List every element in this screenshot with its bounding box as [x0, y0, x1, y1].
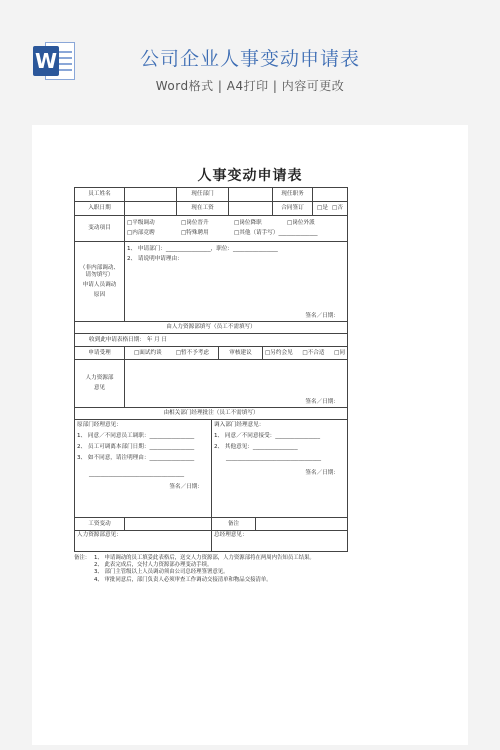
label-entry-date: 入职日期 [75, 202, 125, 215]
opt-interview[interactable]: □面试约谈 [134, 349, 162, 356]
hr-opinion-content[interactable] [125, 360, 347, 407]
contract-no-checkbox[interactable]: □否 [332, 205, 343, 211]
notes-label: 备注： [74, 555, 91, 561]
opt-demotion[interactable]: □岗位降职 [234, 220, 262, 226]
section-hr-header [75, 322, 347, 334]
label-reason [75, 242, 125, 321]
field-current-dept[interactable] [229, 188, 273, 201]
field-employee-name[interactable] [125, 188, 177, 201]
reason-signature: 签名／日期： [305, 313, 339, 319]
dept-section-title: 由相关部门经理批注（员工不需填写） [163, 410, 259, 416]
reason-label-line2: 请勿填写） [85, 271, 114, 278]
note-text: 3、 部门主管级以上人员调动须由公司总经理签署意见。 [94, 569, 229, 576]
orig-dept-signature: 签名／日期： [169, 484, 203, 490]
label-remark: 备注 [212, 518, 256, 530]
opt-other[interactable]: □其他（请手写）______________ [234, 230, 318, 236]
orig-dept-opinion[interactable] [75, 420, 212, 517]
orig-dept-title: 原部门经理意见： [77, 422, 122, 428]
note-text: 4、 审批同意后，部门负责人必须审查工作调动交接清单和物品交接清单。 [94, 576, 272, 583]
field-remark[interactable] [256, 518, 347, 530]
new-dept-signature: 签名／日期： [305, 470, 339, 476]
opt-another-meeting[interactable]: □另约会见 [265, 349, 293, 356]
field-current-salary[interactable] [229, 202, 273, 215]
form-row-change-items [75, 216, 347, 242]
label-current-position: 现任职务 [273, 188, 313, 201]
note-text: 2、 此表完成后，交付人力资源部办理变动手续。 [94, 562, 213, 569]
orig-dept-agree: 1、 同意／不同意员工调职：________________ [77, 433, 195, 439]
new-dept-title: 调入部门经理意见： [214, 422, 265, 428]
opt-special-hire[interactable]: □特殊聘用 [181, 230, 209, 236]
opt-promotion[interactable]: □岗位晋升 [181, 220, 209, 226]
label-current-dept: 现任部门 [177, 188, 229, 201]
document-page [32, 125, 468, 745]
notes-section [74, 555, 354, 584]
section-dept-header [75, 408, 347, 420]
reason-label-line4: 原因 [93, 291, 106, 298]
orig-dept-blank-line: __________________________________ [89, 471, 185, 477]
hr-section-title: 由人力资源部填写（员工不需填写） [166, 324, 256, 330]
opt-unsuitable[interactable]: □不合适 [302, 349, 325, 356]
form-row-reason [75, 242, 347, 322]
label-change-items: 变动项目 [75, 216, 125, 241]
header-subtitle: Word格式 | A4打印 | 内容可更改 [155, 79, 345, 93]
form-row-manager-opinions [75, 420, 347, 518]
hr-opinion-signature: 签名／日期： [305, 399, 339, 405]
opt-not-considered[interactable]: □暂不予考虑 [175, 349, 209, 356]
opt-lateral-transfer[interactable]: □平级调动 [127, 220, 155, 226]
label-hr-opinion [75, 360, 125, 407]
reason-line-explain: 2、 请说明申请理由： [127, 256, 183, 262]
hr-opinion-line1: 人力资源部 [85, 375, 114, 381]
opt-agree[interactable]: □同 [334, 349, 345, 356]
label-review-suggestion: 审核建议 [219, 347, 263, 359]
form-row-entry [75, 202, 347, 216]
orig-dept-leave-date: 2、 员工可调离本部门日期：________________ [77, 444, 195, 450]
new-dept-opinion[interactable] [212, 420, 347, 517]
reason-label-line3: 申请人员调动 [82, 281, 117, 288]
field-current-position[interactable] [313, 188, 347, 201]
note-item [74, 569, 354, 576]
word-badge: W [33, 46, 59, 76]
page-header [0, 0, 500, 120]
hr-opinion-line2: 意见 [93, 385, 106, 391]
contract-options [313, 202, 347, 215]
opt-internal-competition[interactable]: □内部竞聘 [127, 230, 155, 236]
field-entry-date[interactable] [125, 202, 177, 215]
change-options-line2 [127, 230, 345, 237]
new-dept-accept: 1、 同意／不同意接受：________________ [214, 433, 321, 439]
header-title: 公司企业人事变动申请表 [139, 48, 360, 70]
label-accept: 申请受理 [75, 347, 125, 359]
change-request-form [74, 187, 348, 552]
form-row-hr-opinion [75, 360, 347, 408]
accept-options [125, 347, 219, 359]
label-salary-change: 工资变动 [75, 518, 125, 530]
reason-content[interactable] [125, 242, 347, 321]
field-salary-change[interactable] [125, 518, 212, 530]
change-options-line1 [127, 220, 345, 227]
note-text: 1、 申请调动的员工填妥此表格后，送交人力资源部，人力资源部将在两周内告知员工结果。 [94, 555, 315, 561]
form-row-accept [75, 347, 347, 360]
note-item [74, 577, 354, 584]
new-dept-other: 2、 其他意见：________________ [214, 444, 298, 450]
form-row-received [75, 334, 347, 347]
form-row-final [75, 531, 347, 551]
reason-line-dept: 1、 申请部门：________________，职位：________________ [127, 246, 278, 252]
opt-secondment[interactable]: □岗位外派 [287, 220, 315, 226]
reason-label-line1: （非内部调动、 [79, 264, 120, 271]
form-row-salary [75, 518, 347, 531]
orig-dept-reason: 3、 如不同意，请注明理由：________________ [77, 455, 195, 461]
hr-final-opinion[interactable]: 人力资源部意见： [75, 531, 212, 551]
label-current-salary: 现在工资 [177, 202, 229, 215]
contract-yes-checkbox[interactable]: □是 [317, 205, 328, 211]
document-title: 人事变动申请表 [197, 168, 303, 184]
new-dept-blank-line: __________________________________ [226, 455, 322, 461]
gm-final-opinion[interactable]: 总经理意见： [214, 532, 248, 538]
label-employee-name: 员工姓名 [75, 188, 125, 201]
received-date[interactable]: 收到此申请表格日期： 年 月 日 [89, 336, 168, 343]
suggest-options [263, 347, 347, 359]
change-items-options [125, 216, 347, 241]
form-row-employee [75, 188, 347, 202]
label-contract: 合同签订 [273, 202, 313, 215]
